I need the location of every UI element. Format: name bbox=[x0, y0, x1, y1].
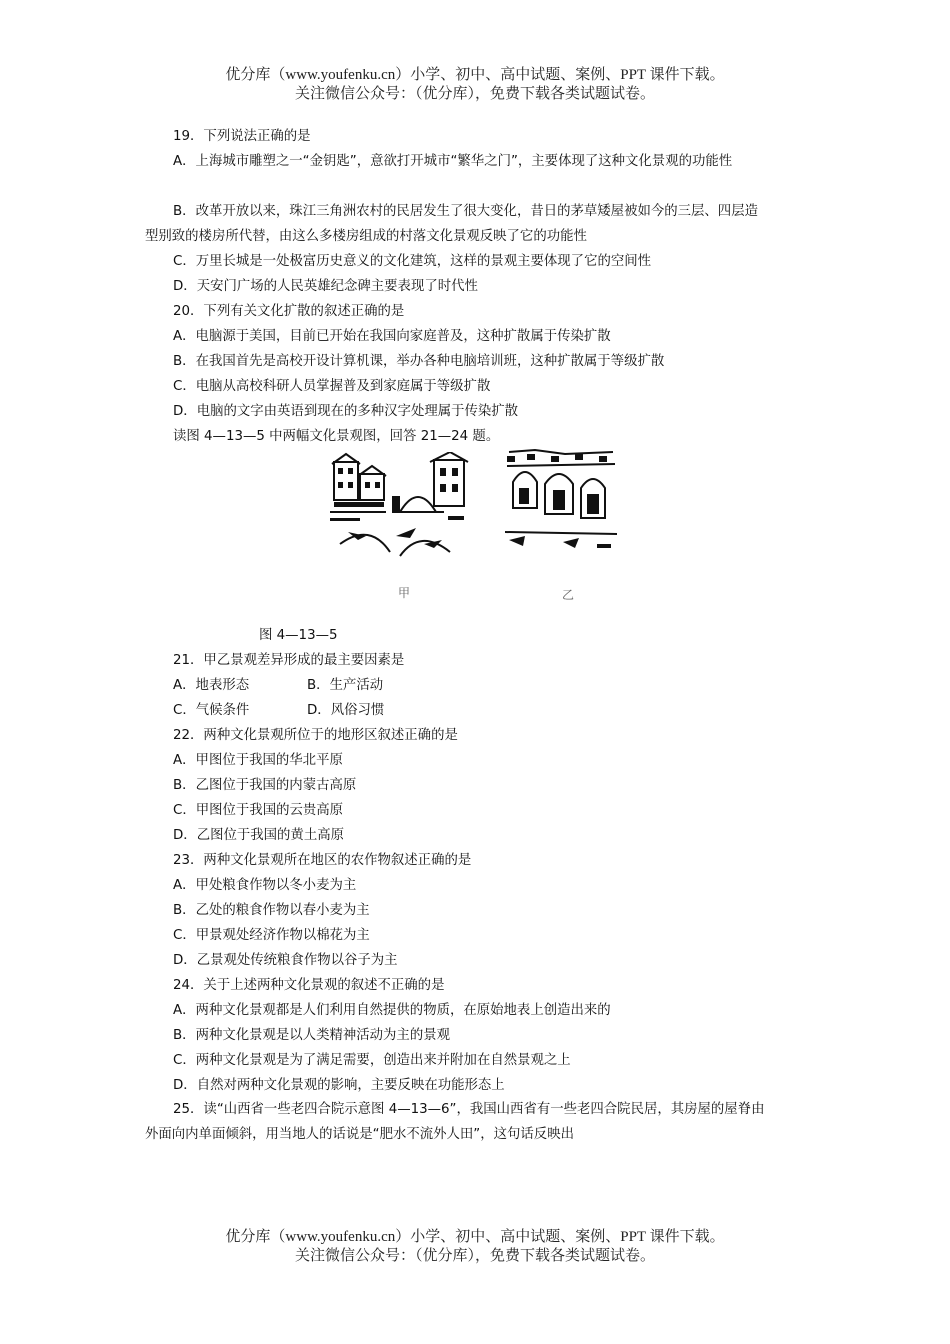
q25-line-1: 25．读“山西省一些老四合院示意图 4—13—6”，我国山西省有一些老四合院民居，其房屋的屋脊由 bbox=[173, 1102, 765, 1117]
q23-stem: 23．两种文化景观所在地区的农作物叙述正确的是 bbox=[173, 853, 472, 868]
header-line-1: 优分库（www.youfenku.cn）小学、初中、高中试题、案例、PPT 课件下载。 bbox=[225, 67, 725, 83]
q22-option-b: B．乙图位于我国的内蒙古高原 bbox=[173, 778, 357, 793]
q22-option-c: C．甲图位于我国的云贵高原 bbox=[173, 803, 344, 818]
q23-option-c: C．甲景观处经济作物以棉花为主 bbox=[173, 928, 370, 943]
q21-option-b: B．生产活动 bbox=[307, 678, 384, 693]
q19-option-b-line2: 型别致的楼房所代替，由这么多楼房组成的村落文化景观反映了它的功能性 bbox=[145, 229, 587, 244]
q21-option-a: A．地表形态 bbox=[173, 678, 250, 693]
q20-option-a: A．电脑源于美国，目前已开始在我国向家庭普及，这种扩散属于传染扩散 bbox=[173, 329, 611, 344]
q24-stem: 24．关于上述两种文化景观的叙述不正确的是 bbox=[173, 978, 445, 993]
q23-option-d: D．乙景观处传统粮食作物以谷子为主 bbox=[173, 953, 398, 968]
q20-option-d: D．电脑的文字由英语到现在的多种汉字处理属于传染扩散 bbox=[173, 404, 519, 419]
q23-option-b: B．乙处的粮食作物以春小麦为主 bbox=[173, 903, 370, 918]
figure-intro: 读图 4—13—5 中两幅文化景观图，回答 21—24 题。 bbox=[173, 429, 500, 444]
q23-option-a: A．甲处粮食作物以冬小麦为主 bbox=[173, 878, 357, 893]
q24-option-d: D．自然对两种文化景观的影响，主要反映在功能形态上 bbox=[173, 1078, 505, 1093]
footer-line-1: 优分库（www.youfenku.cn）小学、初中、高中试题、案例、PPT 课件下载。 bbox=[225, 1229, 725, 1245]
q20-option-c: C．电脑从高校科研人员掌握普及到家庭属于等级扩散 bbox=[173, 379, 491, 394]
q19-option-d: D．天安门广场的人民英雄纪念碑主要表现了时代性 bbox=[173, 279, 478, 294]
q19-stem: 19．下列说法正确的是 bbox=[173, 129, 311, 144]
q20-stem: 20．下列有关文化扩散的叙述正确的是 bbox=[173, 304, 405, 319]
figure-yi-cave-dwelling bbox=[505, 448, 617, 554]
q22-stem: 22．两种文化景观所位于的地形区叙述正确的是 bbox=[173, 728, 458, 743]
q20-option-b: B．在我国首先是高校开设计算机课，举办各种电脑培训班，这种扩散属于等级扩散 bbox=[173, 354, 665, 369]
q21-option-d: D．风俗习惯 bbox=[307, 703, 385, 718]
footer-line-2: 关注微信公众号：（优分库），免费下载各类试题试卷。 bbox=[294, 1248, 655, 1264]
figure-caption: 图 4—13—5 bbox=[259, 628, 338, 643]
q22-option-a: A．甲图位于我国的华北平原 bbox=[173, 753, 343, 768]
figure-label-yi: 乙 bbox=[562, 588, 575, 602]
q21-stem: 21．甲乙景观差异形成的最主要因素是 bbox=[173, 653, 405, 668]
q25-line-2: 外面向内单面倾斜，用当地人的话说是“肥水不流外人田”，这句话反映出 bbox=[145, 1127, 574, 1142]
q22-option-d: D．乙图位于我国的黄土高原 bbox=[173, 828, 344, 843]
q19-option-c: C．万里长城是一处极富历史意义的文化建筑，这样的景观主要体现了它的空间性 bbox=[173, 254, 652, 269]
q24-option-b: B．两种文化景观是以人类精神活动为主的景观 bbox=[173, 1028, 450, 1043]
header-line-2: 关注微信公众号：（优分库），免费下载各类试题试卷。 bbox=[294, 86, 655, 102]
q19-option-a: A．上海城市雕塑之一“金钥匙”，意欲打开城市“繁华之门”，主要体现了这种文化景观的功能性 bbox=[173, 154, 733, 169]
q21-option-c: C．气候条件 bbox=[173, 703, 250, 718]
figure-label-jia: 甲 bbox=[398, 586, 411, 600]
q24-option-c: C．两种文化景观是为了满足需要，创造出来并附加在自然景观之上 bbox=[173, 1053, 571, 1068]
q24-option-a: A．两种文化景观都是人们利用自然提供的物质，在原始地表上创造出来的 bbox=[173, 1003, 611, 1018]
q19-option-b-line1: B．改革开放以来，珠江三角洲农村的民居发生了很大变化，昔日的茅草矮屋被如今的三层、四层造 bbox=[173, 204, 758, 219]
figure-jia-water-town bbox=[330, 452, 470, 560]
